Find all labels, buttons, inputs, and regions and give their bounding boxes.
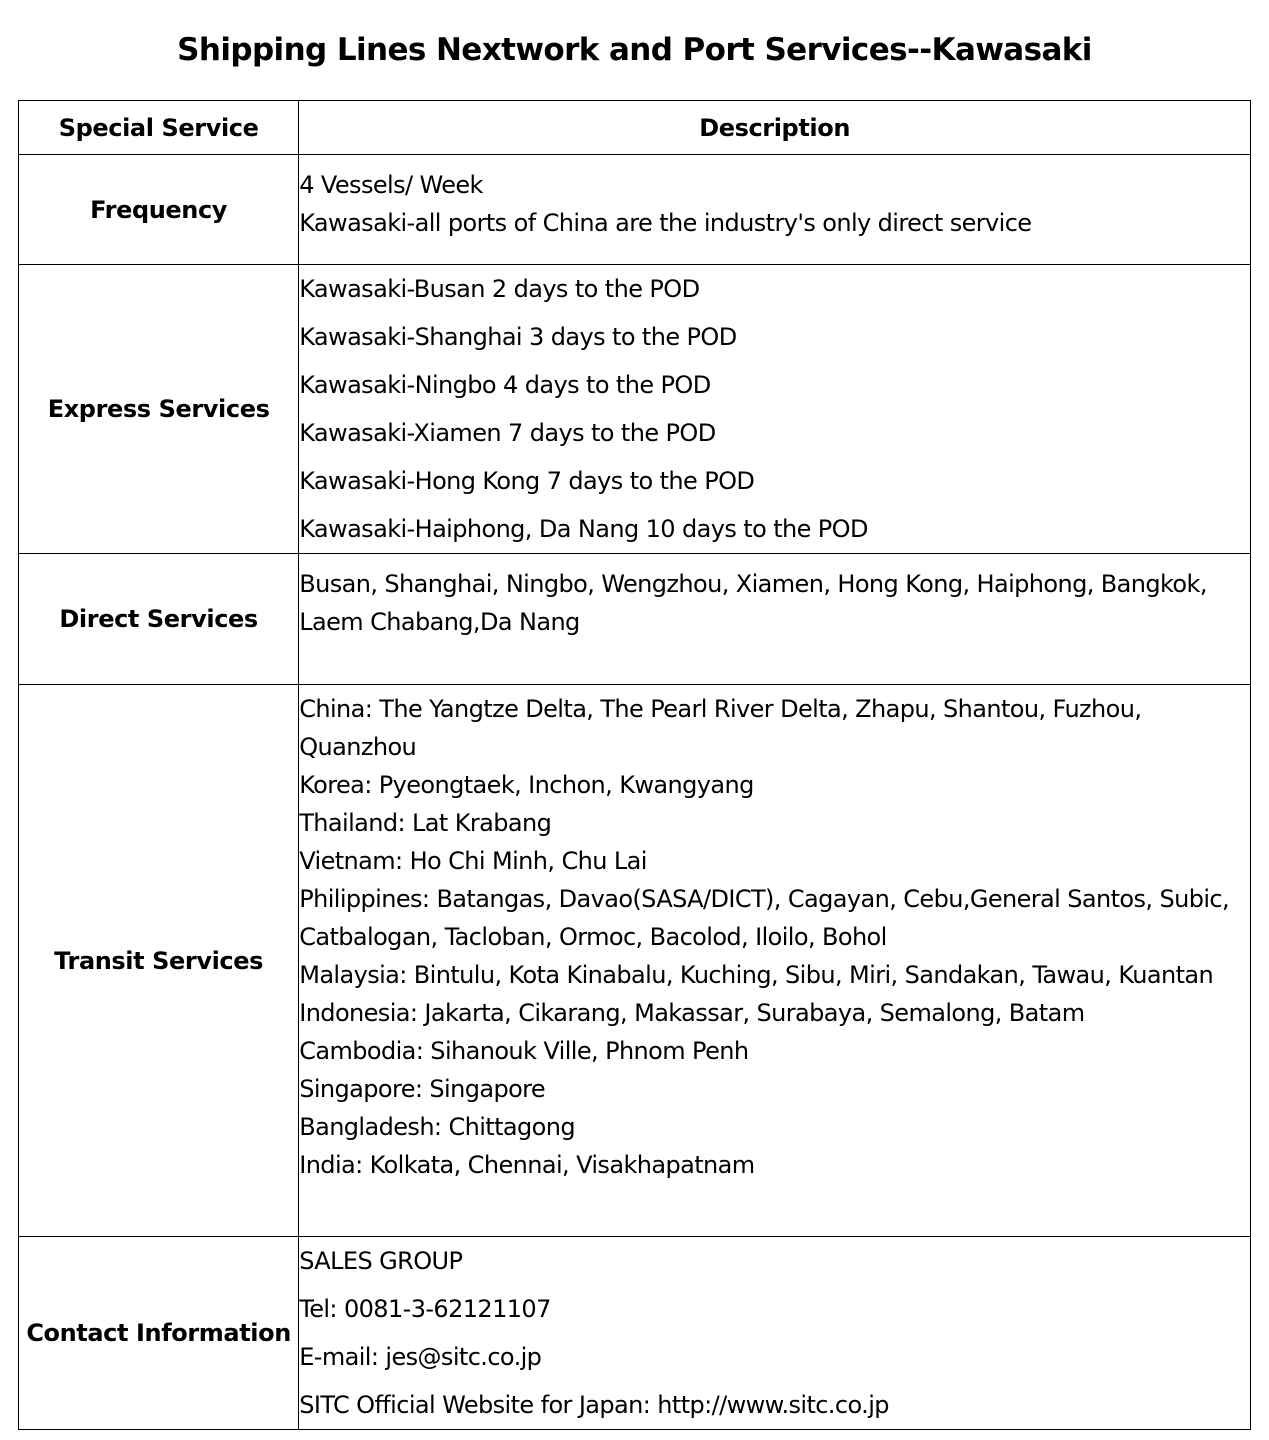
contact-phone: Tel: 0081-3-62121107 — [299, 1295, 551, 1323]
desc-line: Kawasaki-Hong Kong 7 days to the POD — [299, 467, 755, 495]
row-desc-express — [299, 265, 1251, 554]
desc-line: Kawasaki-Busan 2 days to the POD — [299, 275, 700, 303]
desc-line: Singapore: Singapore — [299, 1075, 546, 1103]
desc-line: Kawasaki-all ports of China are the industry's only direct service — [299, 209, 1032, 237]
row-label-direct: Direct Services — [19, 554, 299, 685]
contact-website: SITC Official Website for Japan: http://www.sitc.co.jp — [299, 1391, 889, 1419]
contact-group: SALES GROUP — [299, 1247, 463, 1275]
row-label-frequency: Frequency — [19, 155, 299, 265]
desc-line: 4 Vessels/ Week — [299, 171, 483, 199]
desc-text: Busan, Shanghai, Ningbo, Wengzhou, Xiamen, Hong Kong, Haiphong, Bangkok, Laem Chabang,Da Nang — [299, 570, 1207, 636]
desc-line: Philippines: Batangas, Davao(SASA/DICT), Cagayan, Cebu,General Santos, Subic, Catbalogan, Tacloban, Ormoc, Bacolod, Iloilo, Bohol — [299, 885, 1230, 951]
desc-line: Kawasaki-Ningbo 4 days to the POD — [299, 371, 711, 399]
row-desc-direct — [299, 554, 1251, 685]
row-desc-frequency — [299, 155, 1251, 265]
desc-line: Indonesia: Jakarta, Cikarang, Makassar, Surabaya, Semalong, Batam — [299, 999, 1085, 1027]
desc-line: Kawasaki-Xiamen 7 days to the POD — [299, 419, 716, 447]
row-label-contact: Contact Information — [19, 1237, 299, 1430]
desc-line: Bangladesh: Chittagong — [299, 1113, 575, 1141]
row-desc-transit — [299, 685, 1251, 1237]
desc-line: China: The Yangtze Delta, The Pearl River Delta, Zhapu, Shantou, Fuzhou, Quanzhou — [299, 695, 1142, 761]
contact-email: E-mail: jes@sitc.co.jp — [299, 1343, 542, 1371]
row-label-express: Express Services — [19, 265, 299, 554]
desc-line: Malaysia: Bintulu, Kota Kinabalu, Kuching, Sibu, Miri, Sandakan, Tawau, Kuantan — [299, 961, 1214, 989]
table-row-direct — [19, 554, 1251, 685]
desc-line: Thailand: Lat Krabang — [299, 809, 552, 837]
desc-line: Korea: Pyeongtaek, Inchon, Kwangyang — [299, 771, 754, 799]
table-row-transit — [19, 685, 1251, 1237]
page-title: Shipping Lines Nextwork and Port Services--Kawasaki — [177, 32, 1092, 68]
row-label-transit: Transit Services — [19, 685, 299, 1237]
services-table — [18, 100, 1251, 1430]
desc-line: Kawasaki-Haiphong, Da Nang 10 days to the POD — [299, 515, 868, 543]
row-desc-contact — [299, 1237, 1251, 1430]
header-row — [19, 101, 1251, 155]
desc-line: Vietnam: Ho Chi Minh, Chu Lai — [299, 847, 647, 875]
desc-line: India: Kolkata, Chennai, Visakhapatnam — [299, 1151, 755, 1179]
desc-line: Cambodia: Sihanouk Ville, Phnom Penh — [299, 1037, 749, 1065]
table-row-contact — [19, 1237, 1251, 1430]
table-row-frequency — [19, 155, 1251, 265]
desc-line: Kawasaki-Shanghai 3 days to the POD — [299, 323, 737, 351]
header-description: Description — [299, 101, 1251, 155]
header-special-service: Special Service — [19, 101, 299, 155]
table-row-express — [19, 265, 1251, 554]
